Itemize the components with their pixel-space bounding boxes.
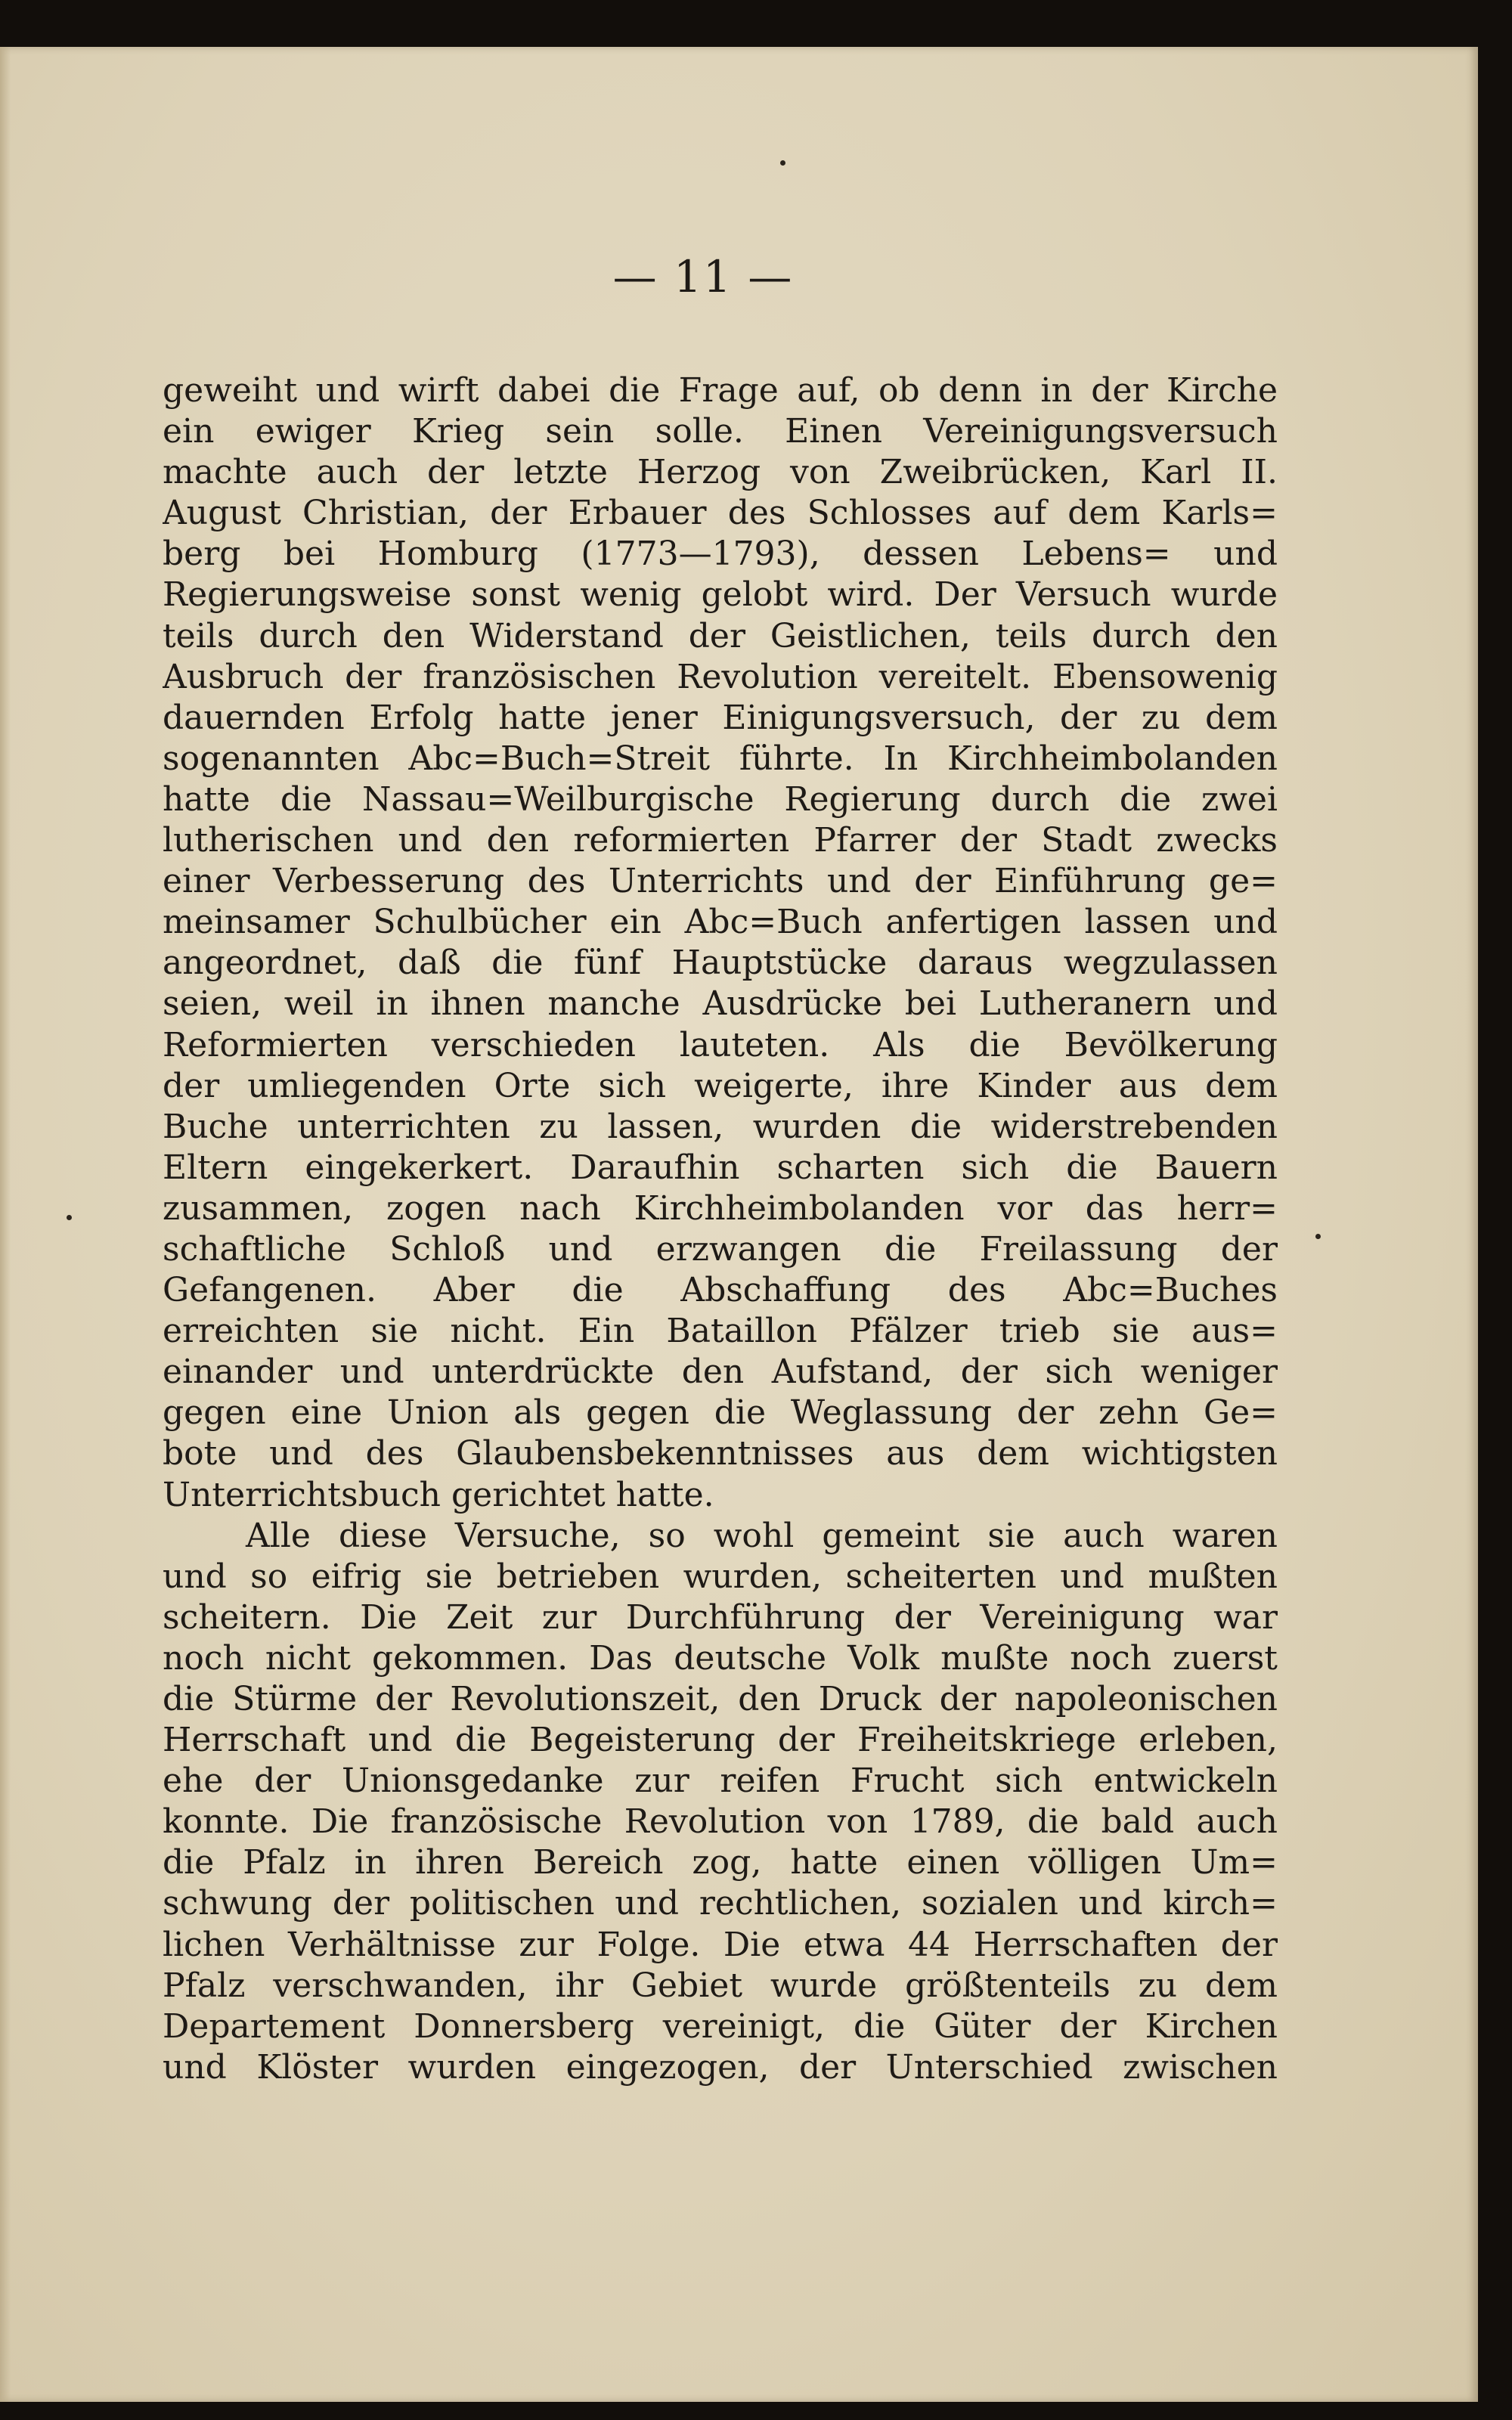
text-line: Herrschaft und die Begeisterung der Freiheitskriege erleben, bbox=[163, 1721, 1278, 1760]
text-line: Reformierten verschieden lauteten. Als die Bevölkerung bbox=[163, 1025, 1278, 1064]
text-line: schwung der politischen und rechtlichen, sozialen und kirch= bbox=[163, 1884, 1278, 1923]
text-line: der umliegenden Orte sich weigerte, ihre Kinder aus dem bbox=[163, 1066, 1278, 1105]
text-line: machte auch der letzte Herzog von Zweibrücken, Karl II. bbox=[163, 453, 1278, 492]
text-line: sogenannten Abc=Buch=Streit führte. In Kirchheimbolanden bbox=[163, 739, 1278, 778]
paragraph-end-line: Unterrichtsbuch gerichtet hatte. bbox=[163, 1475, 714, 1514]
text-line: dauernden Erfolg hatte jener Einigungsversuch, der zu dem bbox=[163, 698, 1278, 737]
text-line: bote und des Glaubensbekenntnisses aus dem wichtigsten bbox=[163, 1434, 1278, 1473]
text-line: berg bei Homburg (1773—1793), dessen Lebens= und bbox=[163, 535, 1278, 574]
text-line: einer Verbesserung des Unterrichts und der Einführung ge= bbox=[163, 862, 1278, 901]
text-line: Gefangenen. Aber die Abschaffung des Abc=Buches bbox=[163, 1271, 1278, 1310]
text-line: angeordnet, daß die fünf Hauptstücke daraus wegzulassen bbox=[163, 944, 1278, 983]
book-page bbox=[0, 47, 1478, 2402]
text-line: scheitern. Die Zeit zur Durchführung der Vereinigung war bbox=[163, 1597, 1278, 1637]
text-line: seien, weil in ihnen manche Ausdrücke bei Lutheranern und bbox=[163, 984, 1278, 1024]
text-line: gegen eine Union als gegen die Weglassung der zehn Ge= bbox=[163, 1393, 1278, 1433]
text-line: teils durch den Widerstand der Geistlichen, teils durch den bbox=[163, 616, 1278, 655]
text-line: die Pfalz in ihren Bereich zog, hatte einen völligen Um= bbox=[163, 1843, 1278, 1882]
text-line: und Klöster wurden eingezogen, der Unterschied zwischen bbox=[163, 2047, 1278, 2087]
text-line: und so eifrig sie betrieben wurden, scheiterten und mußten bbox=[163, 1557, 1278, 1596]
text-line: ein ewiger Krieg sein solle. Einen Vereinigungsversuch bbox=[163, 412, 1278, 451]
text-line: geweiht und wirft dabei die Frage auf, ob denn in der Kirche bbox=[163, 371, 1278, 410]
text-line: meinsamer Schulbücher ein Abc=Buch anfertigen lassen und bbox=[163, 903, 1278, 942]
text-line: August Christian, der Erbauer des Schlosses auf dem Karls= bbox=[163, 494, 1278, 533]
text-line: Regierungsweise sonst wenig gelobt wird. Der Versuch wurde bbox=[163, 575, 1278, 615]
text-line: einander und unterdrückte den Aufstand, der sich weniger bbox=[163, 1353, 1278, 1392]
text-line: Departement Donnersberg vereinigt, die Güter der Kirchen bbox=[163, 2006, 1278, 2046]
text-line: konnte. Die französische Revolution von 1789, die bald auch bbox=[163, 1802, 1278, 1842]
text-line: Eltern eingekerkert. Daraufhin scharten sich die Bauern bbox=[163, 1148, 1278, 1187]
text-line: zusammen, zogen nach Kirchheimbolanden vor das herr= bbox=[163, 1188, 1278, 1228]
body-text bbox=[163, 370, 1278, 2088]
text-line: lichen Verhältnisse zur Folge. Die etwa 44 Herrschaften der bbox=[163, 1925, 1278, 1964]
text-line: lutherischen und den reformierten Pfarrer der Stadt zwecks bbox=[163, 821, 1278, 860]
paper-speck bbox=[1315, 1234, 1321, 1239]
page-number: — 11 — bbox=[612, 251, 794, 302]
paper-speck bbox=[780, 160, 785, 166]
text-line: Pfalz verschwanden, ihr Gebiet wurde größtenteils zu dem bbox=[163, 1966, 1278, 2005]
text-line: die Stürme der Revolutionszeit, den Druck der napoleonischen bbox=[163, 1680, 1278, 1718]
paragraph-start-line: Alle diese Versuche, so wohl gemeint sie auch waren bbox=[246, 1516, 1278, 1555]
text-line: Ausbruch der französischen Revolution vereitelt. Ebensowenig bbox=[163, 657, 1278, 696]
text-line: Buche unterrichten zu lassen, wurden die widerstrebenden bbox=[163, 1107, 1278, 1146]
text-line: ehe der Unionsgedanke zur reifen Frucht sich entwickeln bbox=[163, 1762, 1278, 1801]
text-line: erreichten sie nicht. Ein Bataillon Pfälzer trieb sie aus= bbox=[163, 1312, 1278, 1351]
paper-speck bbox=[67, 1215, 72, 1220]
text-line: noch nicht gekommen. Das deutsche Volk mußte noch zuerst bbox=[163, 1638, 1278, 1678]
page-spine-shadow bbox=[0, 47, 11, 2402]
text-line: schaftliche Schloß und erzwangen die Freilassung der bbox=[163, 1229, 1278, 1269]
text-line: hatte die Nassau=Weilburgische Regierung durch die zwei bbox=[163, 779, 1278, 819]
